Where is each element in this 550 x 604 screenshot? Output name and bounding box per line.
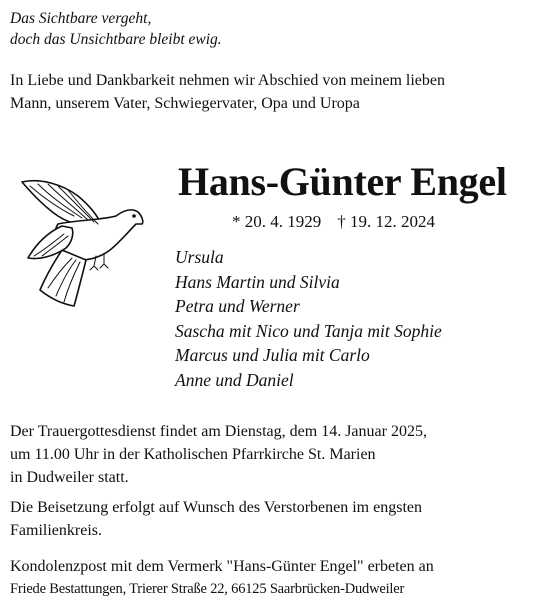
service-line-3: in Dudweiler statt. [10,469,129,486]
list-item: Anne und Daniel [175,369,294,390]
farewell-intro [10,69,540,115]
dove-icon [18,176,148,316]
list-item: Hans Martin und Silvia [175,271,340,292]
motto [10,8,222,50]
funeral-service-info [10,420,540,489]
funeral-home-address: Friede Bestattungen, Trierer Straße 22, 66125 Saarbrücken-Dudweiler [10,581,405,597]
list-item: Sascha mit Nico und Tanja mit Sophie [175,320,442,341]
life-dates [232,210,435,234]
intro-line-1: In Liebe und Dankbarkeit nehmen wir Abschied von meinem lieben [10,72,445,89]
burial-info [10,496,540,542]
motto-line-1: Das Sichtbare vergeht, [10,10,152,27]
service-line-1: Der Trauergottesdienst findet am Dienstag, dem 14. Januar 2025, [10,423,427,440]
condolence-line-1: Kondolenzpost mit dem Vermerk "Hans-Günter Engel" erbeten an [10,558,434,575]
burial-line-1: Die Beisetzung erfolgt auf Wunsch des Verstorbenen im engsten [10,499,422,516]
mourners-list [175,245,442,392]
list-item: Marcus und Julia mit Carlo [175,345,370,365]
birth-date: * 20. 4. 1929 [232,212,322,231]
motto-line-2: doch das Unsichtbare bleibt ewig. [10,31,222,48]
list-item: Ursula [175,247,224,267]
intro-line-2: Mann, unserem Vater, Schwiegervater, Opa und Uropa [10,95,360,112]
death-date: † 19. 12. 2024 [337,212,435,231]
list-item: Petra und Werner [175,296,300,316]
condolence-info [10,555,545,601]
deceased-name: Hans-Günter Engel [178,159,507,204]
service-line-2: um 11.00 Uhr in der Katholischen Pfarrkirche St. Marien [10,446,376,463]
burial-line-2: Familienkreis. [10,522,102,539]
